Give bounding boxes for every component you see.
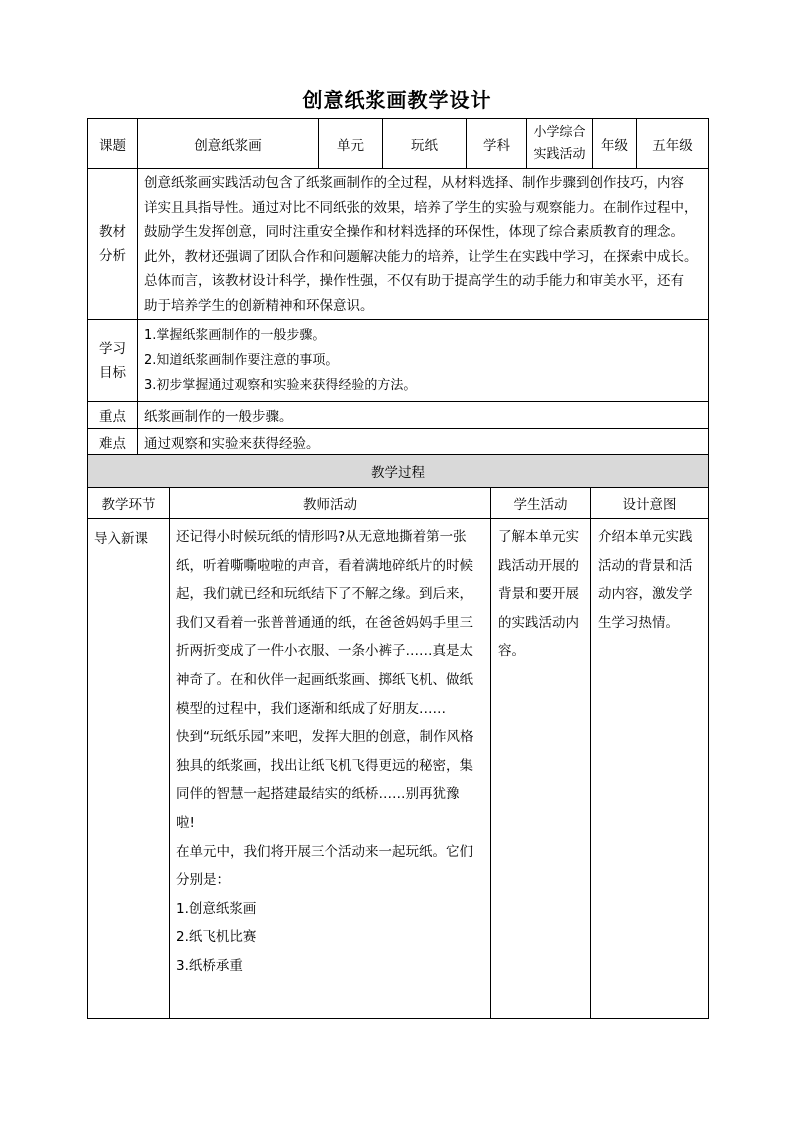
column-header-student: 学生活动 [491, 488, 591, 519]
key-point-label: 重点 [88, 402, 138, 429]
course-label: 课题 [88, 119, 138, 169]
student-activity-cell [491, 519, 591, 1019]
analysis-line: 总体而言，该教材设计科学，操作性强，不仅有助于提高学生的动手能力和审美水平，还有 [144, 273, 684, 289]
intent-line: 介绍本单元实践 [598, 529, 693, 545]
intent-line: 动内容，激发学 [598, 586, 693, 603]
subject-value [527, 119, 593, 169]
key-point-text: 纸浆画制作的一般步骤。 [138, 402, 709, 429]
teacher-line: 啦! [176, 814, 195, 831]
stage-cell: 导入新课 [88, 519, 170, 1019]
unit-value: 玩纸 [383, 119, 467, 169]
objective-item: 3.初步掌握通过观察和实验来获得经验的方法。 [144, 378, 417, 393]
subject-value-line: 实践活动 [533, 146, 586, 162]
column-header-intent: 设计意图 [591, 488, 709, 519]
teacher-line: 还记得小时候玩纸的情形吗?从无意地撕着第一张 [176, 529, 467, 545]
student-line: 容。 [498, 643, 525, 660]
teacher-line: 3.纸桥承重 [176, 957, 243, 974]
analysis-line: 创意纸浆画实践活动包含了纸浆画制作的全过程，从材料选择、制作步骤到创作技巧，内容 [144, 175, 684, 191]
subject-label: 学科 [467, 119, 527, 169]
teacher-line: 1.创意纸浆画 [176, 900, 257, 917]
analysis-line: 助于培养学生的创新精神和环保意识。 [144, 297, 374, 314]
teacher-line: 同伴的智慧一起搭建最结实的纸桥……别再犹豫 [176, 786, 460, 803]
teacher-line: 独具的纸浆画，找出让纸飞机飞得更远的秘密，集 [176, 757, 473, 774]
grade-value: 五年级 [637, 119, 709, 169]
student-line: 了解本单元实 [498, 529, 579, 545]
subject-value-line: 小学综合 [533, 124, 586, 140]
info-table [87, 118, 709, 455]
analysis-label-line: 教材 [99, 224, 126, 240]
unit-label: 单元 [319, 119, 383, 169]
analysis-label [88, 169, 138, 320]
teacher-line: 2.纸飞机比赛 [176, 929, 257, 946]
student-line: 践活动开展的 [498, 557, 579, 574]
teacher-line: 起，我们就已经和玩纸结下了不解之缘。到后来， [176, 586, 473, 603]
teacher-line: 纸，听着嘶嘶啦啦的声音，看着满地碎纸片的时候 [176, 557, 473, 574]
student-line: 的实践活动内 [498, 614, 579, 631]
teacher-line: 神奇了。在和伙伴一起画纸浆画、掷纸飞机、做纸 [176, 671, 473, 688]
difficulty-text: 通过观察和实验来获得经验。 [138, 429, 709, 455]
teacher-activity-cell [170, 519, 491, 1019]
teacher-line: 分别是： [176, 872, 230, 889]
intent-line: 生学习热情。 [598, 614, 679, 631]
course-value: 创意纸浆画 [138, 119, 319, 169]
grade-label: 年级 [593, 119, 637, 169]
analysis-line: 此外，教材还强调了团队合作和问题解决能力的培养，让学生在实践中学习，在探索中成长。 [144, 248, 698, 265]
analysis-text [138, 169, 709, 320]
analysis-line: 详实且具指导性。通过对比不同纸张的效果，培养了学生的实验与观察能力。在制作过程中， [144, 199, 698, 216]
objective-item: 2.知道纸浆画制作要注意的事项。 [144, 353, 339, 368]
page-title: 创意纸浆画教学设计 [302, 88, 492, 112]
objective-item: 1.掌握纸浆画制作的一般步骤。 [144, 328, 326, 343]
objectives-list [138, 320, 709, 402]
teacher-line: 我们又看着一张普普通通的纸，在爸爸妈妈手里三 [176, 614, 473, 631]
column-header-teacher: 教师活动 [170, 488, 491, 519]
column-header-stage: 教学环节 [88, 488, 170, 519]
process-table [87, 454, 709, 1019]
teacher-line: 模型的过程中，我们逐渐和纸成了好朋友…… [176, 700, 446, 717]
intent-line: 活动的背景和活 [598, 557, 693, 574]
intent-cell [591, 519, 709, 1019]
objectives-label-line: 目标 [99, 364, 126, 381]
analysis-label-line: 分析 [99, 248, 126, 264]
objectives-label [88, 320, 138, 402]
analysis-line: 鼓励学生发挥创意，同时注重安全操作和材料选择的环保性，体现了综合素质教育的理念。 [144, 224, 684, 240]
teacher-line: 折两折变成了一件小衣服、一条小裤子……真是太 [176, 643, 473, 660]
process-header: 教学过程 [88, 455, 709, 488]
teacher-line: 在单元中，我们将开展三个活动来一起玩纸。它们 [176, 843, 473, 860]
objectives-label-line: 学习 [99, 340, 126, 357]
difficulty-label: 难点 [88, 429, 138, 455]
student-line: 背景和要开展 [498, 586, 579, 603]
teacher-line: 快到“玩纸乐园”来吧，发挥大胆的创意，制作风格 [176, 729, 474, 746]
